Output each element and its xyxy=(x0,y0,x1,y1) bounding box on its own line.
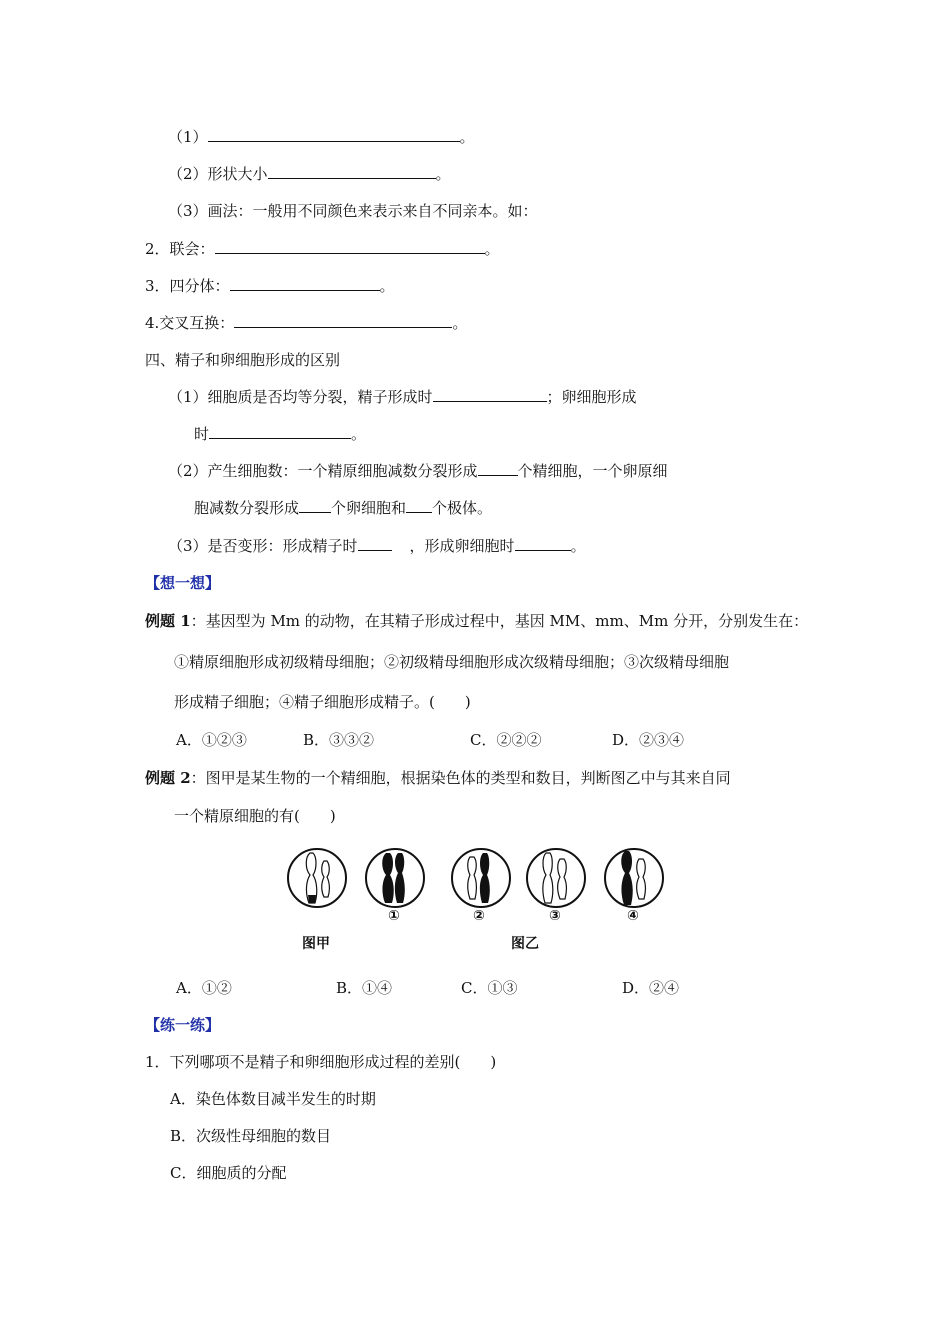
question-1-stem: 1．下列哪项不是精子和卵细胞形成过程的差别( ) xyxy=(145,1053,497,1071)
figure-number-4: ④ xyxy=(627,908,639,924)
example-1-line-3: 形成精子细胞；④精子细胞形成精子。( ) xyxy=(174,693,471,711)
example-1-option-d[interactable]: D．②③④ xyxy=(612,731,685,749)
section-4-title: 四、精子和卵细胞形成的区别 xyxy=(145,351,341,369)
deformation-line: （3）是否变形：形成精子时 ，形成卵细胞时 。 xyxy=(168,537,586,555)
example-2-option-c[interactable]: C．①③ xyxy=(461,979,518,997)
figure-number-2: ② xyxy=(473,908,485,924)
answer-blank[interactable] xyxy=(358,536,392,551)
answer-blank[interactable] xyxy=(478,461,518,476)
cell-4 xyxy=(605,849,663,907)
answer-blank[interactable] xyxy=(208,127,460,142)
example-2-option-d[interactable]: D．②④ xyxy=(622,979,680,997)
answer-blank[interactable] xyxy=(215,239,485,254)
example-2-line-2: 一个精原细胞的有( ) xyxy=(174,807,336,825)
question-1-option-a[interactable]: A．染色体数目减半发生的时期 xyxy=(170,1090,376,1108)
answer-blank[interactable] xyxy=(209,424,351,439)
cell-3 xyxy=(527,849,585,907)
answer-blank[interactable] xyxy=(406,498,432,513)
answer-blank[interactable] xyxy=(230,276,380,291)
cell-1 xyxy=(366,849,424,907)
crossing-over-line: 4.交叉互换： 。 xyxy=(145,314,468,332)
cell-2 xyxy=(452,849,510,907)
item-1-line: （1） 。 xyxy=(168,128,475,146)
example-2-option-b[interactable]: B．①④ xyxy=(336,979,393,997)
example-1-stem: 例题 1：基因型为 Mm 的动物，在其精子形成过程中，基因 MM、mm、Mm 分开，分别发生在： xyxy=(145,612,809,630)
item-2-line: （2）形状大小 。 xyxy=(168,165,451,183)
answer-blank[interactable] xyxy=(268,164,436,179)
example-1-option-b[interactable]: B．③③② xyxy=(303,731,375,749)
question-1-option-b[interactable]: B．次级性母细胞的数目 xyxy=(170,1127,332,1145)
practice-heading: 【练一练】 xyxy=(145,1016,221,1034)
think-heading: 【想一想】 xyxy=(145,574,221,592)
figure-label-jia: 图甲 xyxy=(302,936,330,952)
chromosome-diagram xyxy=(284,845,684,955)
tetrad-line: 3．四分体： 。 xyxy=(145,277,395,295)
synapsis-line: 2．联会： 。 xyxy=(145,240,500,258)
example-2-option-a[interactable]: A．①② xyxy=(176,979,232,997)
figure-number-1: ① xyxy=(388,908,400,924)
example-1-line-2: ①精原细胞形成初级精母细胞；②初级精母细胞形成次级精母细胞；③次级精母细胞 xyxy=(174,653,730,671)
cell-count-line: （2）产生细胞数：一个精原细胞减数分裂形成 个精细胞，一个卵原细 xyxy=(168,462,668,480)
question-1-option-c[interactable]: C．细胞质的分配 xyxy=(170,1164,287,1182)
cell-jia xyxy=(288,849,346,907)
cell-count-line-2: 胞减数分裂形成 个卵细胞和 个极体。 xyxy=(194,499,493,517)
chromosome-figure xyxy=(284,845,684,955)
answer-blank[interactable] xyxy=(515,536,571,551)
answer-blank[interactable] xyxy=(299,498,331,513)
figure-label-yi: 图乙 xyxy=(511,936,539,952)
answer-blank[interactable] xyxy=(234,313,452,328)
example-2-stem: 例题 2：图甲是某生物的一个精细胞，根据染色体的类型和数目，判断图乙中与其来自同 xyxy=(145,769,731,787)
cytoplasm-line: （1）细胞质是否均等分裂，精子形成时 ；卵细胞形成 xyxy=(168,388,637,406)
example-1-option-c[interactable]: C．②②② xyxy=(470,731,542,749)
figure-number-3: ③ xyxy=(549,908,561,924)
cytoplasm-line-2: 时 。 xyxy=(194,425,367,443)
answer-blank[interactable] xyxy=(433,387,547,402)
item-3-line: （3）画法：一般用不同颜色来表示来自不同亲本。如： xyxy=(168,202,538,220)
example-1-option-a[interactable]: A．①②③ xyxy=(176,731,247,749)
